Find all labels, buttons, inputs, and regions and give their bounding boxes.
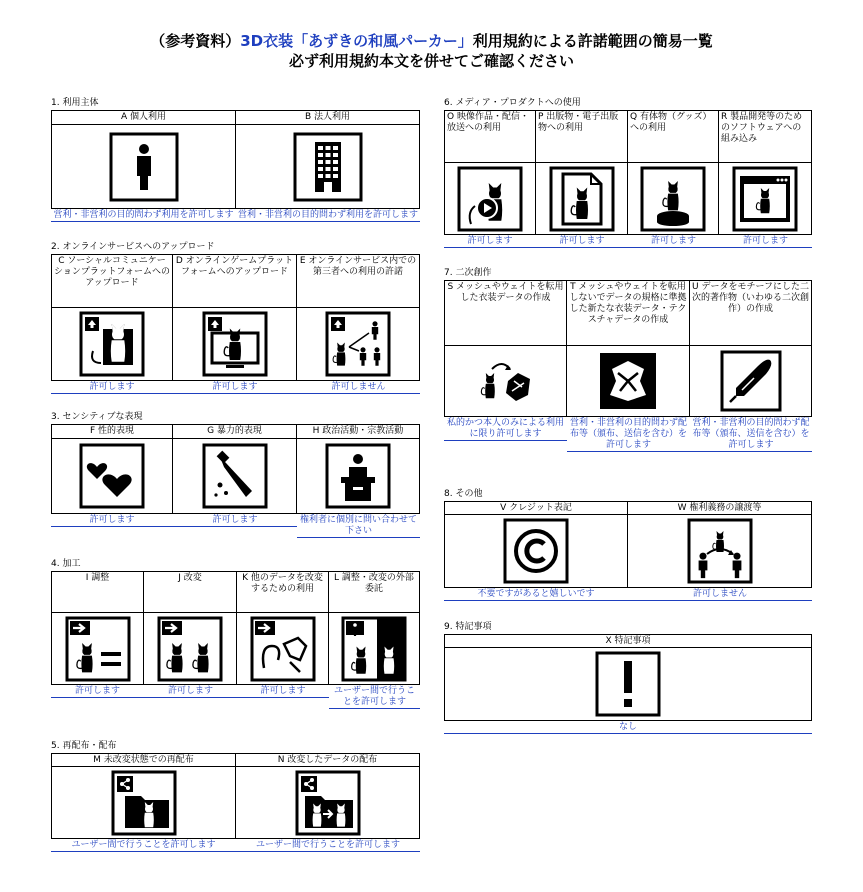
icon-frame [173,307,297,381]
section-heading: 4. 加工 [51,559,81,569]
third-party-icon [325,311,391,377]
license-card-p [536,110,628,248]
license-card-c [51,254,173,394]
card-header: E オンラインサービス内での第三者への利用の許諾 [297,254,420,307]
license-card-l [329,571,420,709]
license-card-m [51,753,236,852]
knife-icon [202,443,268,509]
card-header: L 調整・改変の外部委託 [329,571,420,612]
license-card-o [444,110,536,248]
card-header: H 政治活動・宗教活動 [297,424,420,438]
icon-frame [444,345,567,417]
icon-frame [144,612,237,685]
card-header: R 製品開発等のためのソフトウェアへの組み込み [719,110,812,162]
adjust-icon [65,616,131,682]
permission-text: 許可します [89,515,135,525]
permission-text: 営利・非営利の目的問わず配布等（頒布、送信を含む）を許可します [569,418,687,450]
person-icon [109,132,179,202]
license-card-r [719,110,812,248]
icon-frame [444,514,628,588]
license-card-v [444,501,628,601]
title-prefix: （参考資料） [150,32,241,50]
icon-frame [719,162,812,235]
modify-icon [157,616,223,682]
license-card-g [173,424,297,527]
section-heading: 1. 利用主体 [51,98,99,108]
card-header: K 他のデータを改変するための利用 [237,571,329,612]
new-outfit-icon [598,351,658,411]
card-header: S メッシュやウェイトを転用した衣装データの作成 [444,280,567,345]
section-heading: 6. メディア・プロダクトへの使用 [444,98,581,108]
card-header: J 改変 [144,571,237,612]
icon-frame [297,438,420,514]
permission-text: 許可します [74,686,120,696]
section-heading: 7. 二次創作 [444,268,492,278]
license-card-w [628,501,812,601]
permission-text: なし [618,722,637,732]
card-header: W 権利義務の譲渡等 [628,501,812,514]
license-card-i [51,571,144,698]
icon-frame [444,162,536,235]
icon-frame [236,766,420,839]
icon-frame [51,766,236,839]
icon-frame [51,612,144,685]
icon-frame [237,612,329,685]
card-header: G 暴力的表現 [173,424,297,438]
pen-icon [720,350,782,412]
permission-text: 許可します [467,236,513,246]
permission-text: ユーザー間で行うことを許可します [71,840,216,850]
license-card-e [297,254,420,394]
software-icon [732,166,798,232]
permission-text: 許可します [89,382,135,392]
card-header: N 改変したデータの配布 [236,753,420,766]
icon-frame [51,438,173,514]
card-header: T メッシュやウェイトを転用しないでデータの規格に準拠した新たな衣装データ・テクスチャデータの作成 [567,280,690,345]
section-heading: 5. 再配布・配布 [51,741,117,751]
card-header: C ソーシャルコミュニケーションプラットフォームへのアップロード [51,254,173,307]
card-header: A 個人利用 [51,110,236,124]
license-card-k [237,571,329,698]
card-header: P 出版物・電子出版物への利用 [536,110,628,162]
section-heading: 3. センシティブな表現 [51,412,143,422]
permission-text: 許可しません [692,589,747,599]
permission-text: 許可します [650,236,696,246]
hearts-icon [79,443,145,509]
outsource-icon [341,616,407,682]
upload-sns-icon [79,311,145,377]
card-header: V クレジット表記 [444,501,628,514]
permission-text: ユーザー間で行うことを許可します [333,686,415,707]
page-title [0,30,863,51]
reuse-icon [250,616,316,682]
license-card-s [444,280,567,441]
permission-text: 許可します [742,236,788,246]
license-card-f [51,424,173,527]
license-card-t [567,280,690,452]
icon-frame [628,514,812,588]
icon-frame [536,162,628,235]
icon-frame [173,438,297,514]
icon-frame [444,647,812,721]
license-card-n [236,753,420,852]
publication-icon [549,166,615,232]
icon-frame [567,345,690,417]
section-heading: 8. その他 [444,489,483,499]
icon-frame [297,307,420,381]
upload-game-icon [202,311,268,377]
permission-text: 許可します [260,686,306,696]
figure-icon [640,166,706,232]
permission-text: 権利者に個別に問い合わせて下さい [299,515,417,536]
icon-frame [329,612,420,685]
license-card-b [236,110,420,222]
distribute-modified-icon [295,770,361,836]
license-card-u [690,280,812,452]
card-header: M 未改変状態での再配布 [51,753,236,766]
card-header: D オンラインゲームプラットフォームへのアップロード [173,254,297,307]
permission-text: 私的かつ本人のみによる利用に限り許可します [446,418,564,439]
card-header: Q 有体物（グッズ）への利用 [628,110,719,162]
icon-frame [690,345,812,417]
redistribute-icon [111,770,177,836]
card-header: U データをモチーフにした二次的著作物（いわゆる二次創作）の作成 [690,280,812,345]
mesh-reuse-icon [478,355,534,407]
permission-text: 営利・非営利の目的問わず利用を許可します [53,210,234,220]
transfer-icon [687,518,753,584]
license-card-j [144,571,237,698]
license-card-q [628,110,719,248]
permission-text: ユーザー間で行うことを許可します [255,840,400,850]
icon-frame [628,162,719,235]
title-product-name: 3D衣装「あずきの和風パーカー」 [240,32,473,50]
license-card-x [444,634,812,734]
card-header: B 法人利用 [236,110,420,124]
license-card-a [51,110,236,222]
section-heading: 9. 特記事項 [444,622,492,632]
card-header: F 性的表現 [51,424,173,438]
card-header: O 映像作品・配信・放送への利用 [444,110,536,162]
card-header: X 特記事項 [444,634,812,647]
permission-text: 営利・非営利の目的問わず配布等（頒布、送信を含む）を許可します [692,418,810,450]
permission-text: 営利・非営利の目的問わず利用を許可します [238,210,419,220]
title-suffix: 利用規約による許諾範囲の簡易一覧 [472,32,713,50]
podium-icon [325,443,391,509]
copyright-icon [503,518,569,584]
card-header: I 調整 [51,571,144,612]
page-subtitle: 必ず利用規約本文を併せてご確認ください [288,52,574,70]
icon-frame [51,307,173,381]
video-icon [457,166,523,232]
permission-text: 不要ですがあると嬉しいです [477,589,595,599]
permission-text: 許可します [167,686,213,696]
exclamation-icon [595,651,661,717]
icon-frame [236,124,420,209]
icon-frame [51,124,236,209]
section-heading: 2. オンラインサービスへのアップロード [51,242,215,252]
permission-text: 許可します [559,236,605,246]
permission-text: 許可します [212,515,258,525]
license-card-d [173,254,297,394]
permission-text: 許可します [212,382,258,392]
building-icon [293,132,363,202]
license-card-h [297,424,420,538]
permission-text: 許可しません [331,382,386,392]
